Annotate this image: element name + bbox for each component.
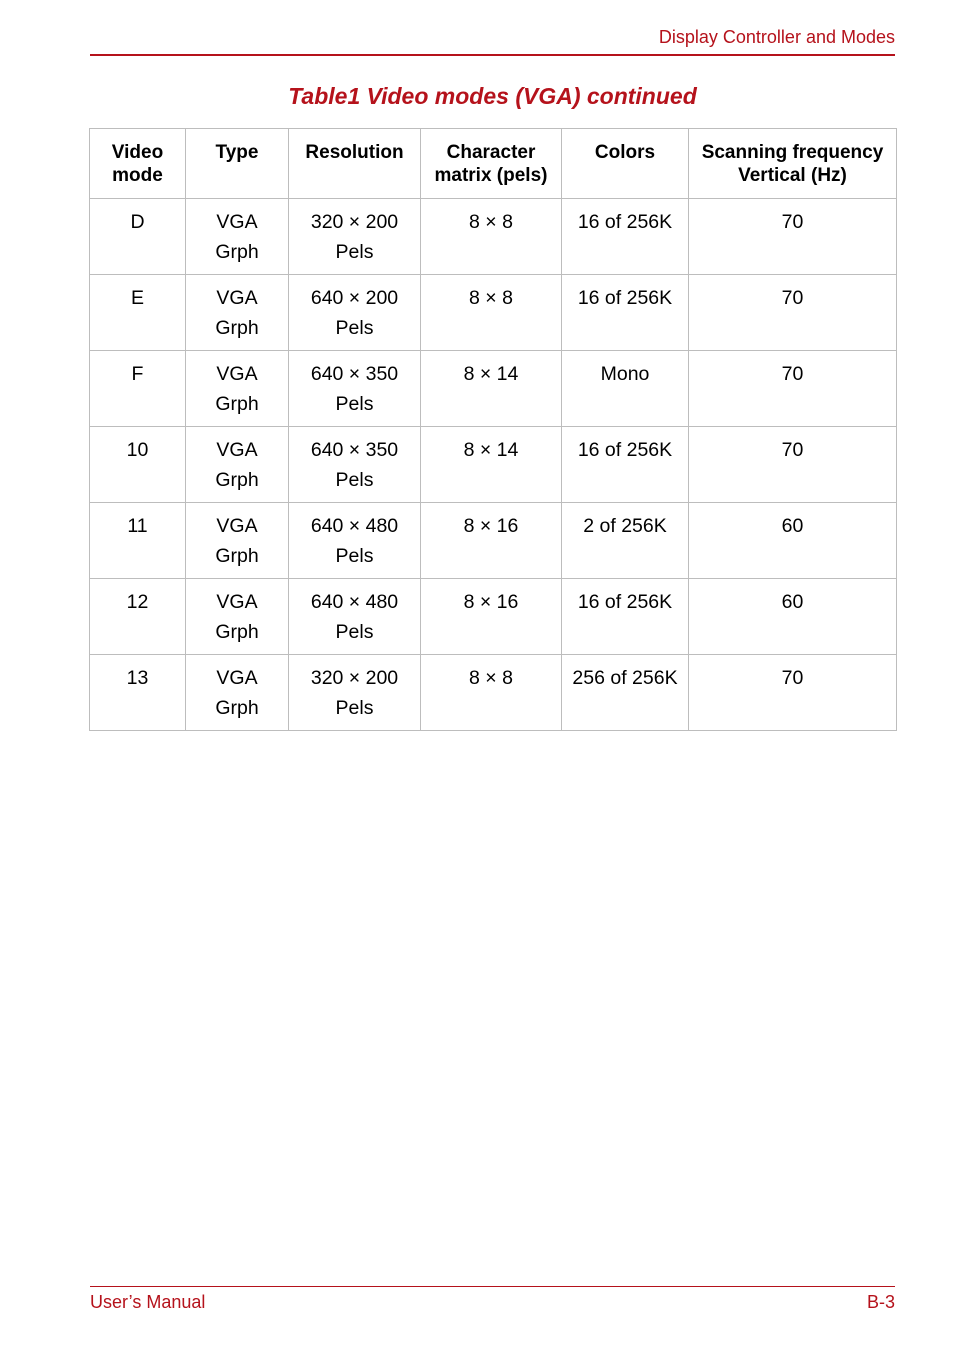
cell-scanning-frequency [689,427,897,503]
cell-text: 8 × 8 [469,287,513,309]
column-header-character-matrix [421,129,562,199]
cell-text: 640 × 480 [310,515,399,537]
cell-text: 320 × 200 [310,667,399,689]
cell-text: D [130,211,145,233]
cell-text: 8 × 16 [463,591,519,613]
cell-type [186,655,289,731]
cell-character-matrix [421,503,562,579]
column-header-resolution [289,129,421,199]
cell-text: 640 × 480 [310,591,399,613]
cell-scanning-frequency [689,199,897,275]
cell-text: Grph [215,697,259,719]
cell-text: VGA [216,211,258,233]
cell-video-mode [90,503,186,579]
cell-text: Grph [215,621,259,643]
header-row [90,129,897,199]
cell-type [186,275,289,351]
table-caption: Table1 Video modes (VGA) continued [288,83,697,109]
column-header-video-mode [90,129,186,199]
video-modes-table [89,128,897,731]
cell-resolution [289,351,421,427]
cell-colors [562,199,689,275]
cell-colors [562,579,689,655]
cell-colors [562,503,689,579]
cell-text: 640 × 200 [310,287,399,309]
cell-text: VGA [216,667,258,689]
cell-text: 256 of 256K [572,667,678,689]
cell-resolution [289,275,421,351]
column-header-text: mode [112,165,163,186]
footer-manual-title: User’s Manual [90,1292,206,1312]
cell-text: 70 [781,287,804,309]
cell-text: 70 [781,211,804,233]
cell-video-mode [90,275,186,351]
page-number: B-3 [866,1292,895,1312]
cell-scanning-frequency [689,503,897,579]
column-header-colors [562,129,689,199]
cell-resolution [289,655,421,731]
column-header-text: Video [111,142,164,163]
cell-text: Pels [335,241,374,263]
cell-text: Pels [335,545,374,567]
cell-text: Grph [215,469,259,491]
cell-text: 320 × 200 [310,211,399,233]
cell-character-matrix [421,427,562,503]
column-header-scanning-frequency [689,129,897,199]
cell-text: Pels [335,697,374,719]
cell-character-matrix [421,199,562,275]
cell-text: Grph [215,393,259,415]
table-row [90,427,897,503]
column-header-text: Scanning frequency [701,142,884,163]
table-header [90,129,897,199]
cell-text: Grph [215,317,259,339]
cell-text: Pels [335,621,374,643]
cell-scanning-frequency [689,579,897,655]
cell-scanning-frequency [689,351,897,427]
cell-type [186,199,289,275]
cell-text: 8 × 8 [469,211,513,233]
cell-type [186,579,289,655]
column-header-text: Character [446,142,536,163]
cell-text: 2 of 256K [583,515,667,537]
cell-colors [562,275,689,351]
cell-text: 10 [126,439,149,461]
cell-resolution [289,503,421,579]
cell-text: 8 × 14 [463,439,519,461]
cell-text: 640 × 350 [310,363,399,385]
cell-text: 70 [781,439,804,461]
cell-text: 8 × 16 [463,515,519,537]
cell-text: 60 [781,515,804,537]
column-header-text: Type [215,142,259,163]
cell-text: VGA [216,591,258,613]
cell-character-matrix [421,351,562,427]
cell-text: 8 × 8 [469,667,513,689]
column-header-text: matrix (pels) [434,165,548,186]
cell-text: Grph [215,241,259,263]
cell-character-matrix [421,655,562,731]
cell-text: Mono [600,363,650,385]
table-row [90,655,897,731]
cell-text: 70 [781,667,804,689]
cell-resolution [289,579,421,655]
cell-text: E [130,287,144,309]
cell-video-mode [90,199,186,275]
cell-text: Grph [215,545,259,567]
cell-video-mode [90,579,186,655]
header-divider [90,54,895,56]
cell-colors [562,427,689,503]
cell-type [186,503,289,579]
table-row [90,579,897,655]
cell-colors [562,351,689,427]
cell-text: 16 of 256K [577,211,673,233]
cell-character-matrix [421,579,562,655]
cell-resolution [289,427,421,503]
cell-text: 8 × 14 [463,363,519,385]
cell-text: VGA [216,363,258,385]
column-header-type [186,129,289,199]
cell-text: VGA [216,515,258,537]
cell-text: 16 of 256K [577,439,673,461]
table-body [90,199,897,731]
cell-text: Pels [335,393,374,415]
cell-resolution [289,199,421,275]
table-row [90,351,897,427]
table-row [90,199,897,275]
cell-text: 16 of 256K [577,287,673,309]
table-row [90,503,897,579]
column-header-text: Colors [594,142,656,163]
table-row [90,275,897,351]
cell-text: Pels [335,317,374,339]
cell-text: VGA [216,439,258,461]
cell-text: 13 [126,667,149,689]
cell-text: 16 of 256K [577,591,673,613]
cell-text: 70 [781,363,804,385]
cell-text: 11 [127,515,148,537]
cell-character-matrix [421,275,562,351]
cell-scanning-frequency [689,655,897,731]
cell-text: Pels [335,469,374,491]
cell-text: 12 [126,591,149,613]
cell-video-mode [90,655,186,731]
cell-type [186,427,289,503]
cell-scanning-frequency [689,275,897,351]
running-header: Display Controller and Modes [658,27,895,47]
footer-divider [90,1286,895,1287]
column-header-text: Resolution [305,142,404,163]
cell-text: F [131,363,144,385]
column-header-text: Vertical (Hz) [738,165,847,186]
cell-type [186,351,289,427]
cell-video-mode [90,351,186,427]
cell-colors [562,655,689,731]
cell-video-mode [90,427,186,503]
cell-text: 60 [781,591,804,613]
cell-text: 640 × 350 [310,439,399,461]
cell-text: VGA [216,287,258,309]
